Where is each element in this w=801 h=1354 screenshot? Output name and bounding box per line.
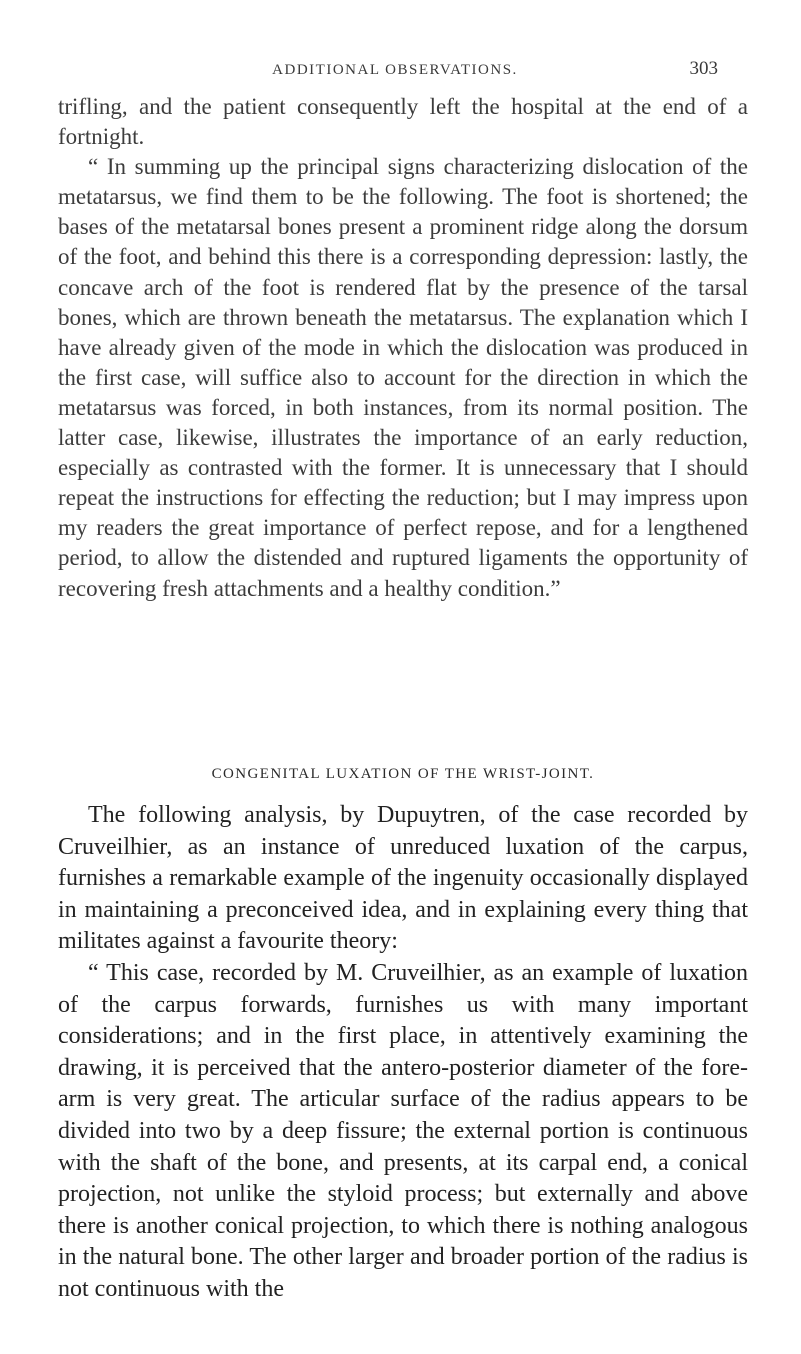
paragraph-continuation: trifling, and the patient consequently left the hospital at the end of a fortnight.	[58, 94, 748, 150]
running-header: ADDITIONAL OBSERVATIONS.	[272, 62, 518, 78]
paragraph-quotation: “ In summing up the principal signs characterizing dislocation of the metatarsus, we find them to be the following. The foot is shortened; the bases of the metatarsal bones present a prominent ridge along the dorsum of the foot, and behind this there is a corresponding depression: lastly, the concave arch of the foot is rendered flat by the presence of the tarsal bones, which are thrown beneath the metatarsus. The explanation which I have already given of the mode in which the dislocation was produced in the first case, will suffice also to account for the direction in which the metatarsus was forced, in both instances, from its normal position. The latter case, likewise, illustrates the importance of an early reduction, especially as contrasted with the former. It is unnecessary that I should repeat the instructions for effecting the reduction; but I may impress upon my readers the great importance of perfect repose, and for a lengthened period, to allow the distended and ruptured ligaments the opportunity of recovering fresh attachments and a healthy condition.”	[58, 154, 748, 601]
body-text-upper	[58, 92, 748, 604]
paragraph-analysis-intro: The following analysis, by Dupuytren, of the case recorded by Cruveilhier, as an instance of unreduced luxation of the carpus, furnishes a remarkable example of the ingenuity occasionally displayed in maintaining a preconceived idea, and in explaining every thing that militates against a favourite theory:	[58, 802, 748, 955]
page-number: 303	[689, 58, 718, 79]
body-text-lower	[58, 800, 748, 1306]
paragraph-cruveilhier-quote: “ This case, recorded by M. Cruveilhier, as an example of luxation of the carpus forwards, furnishes us with many important considerations; and in the first place, in attentively examining the drawing, it is perceived that the antero-posterior diameter of the fore-arm is very great. The articular surface of the radius appears to be divided into two by a deep fissure; the external portion is continuous with the shaft of the bone, and presents, at its carpal end, a conical projection, not unlike the styloid process; but externally and above there is another conical projection, to which there is nothing analogous in the natural bone. The other larger and broader portion of the radius is not continuous with the	[58, 959, 748, 1302]
section-heading: CONGENITAL LUXATION OF THE WRIST-JOINT.	[211, 766, 595, 782]
